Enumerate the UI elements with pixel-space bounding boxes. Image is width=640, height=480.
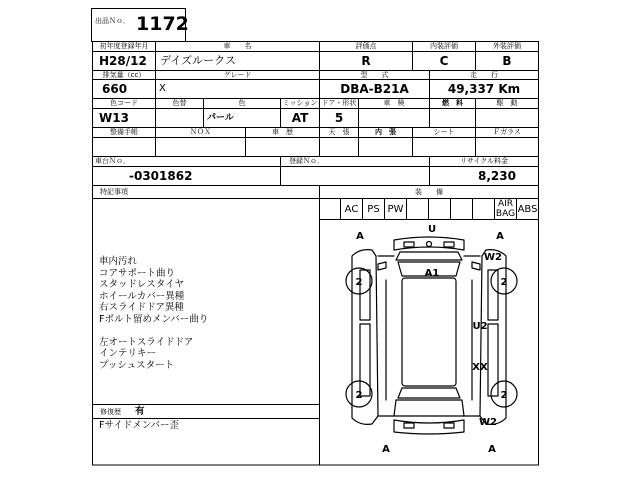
mission-label: ミッション	[282, 99, 318, 107]
roof-shape	[402, 278, 456, 386]
car-diagram	[320, 220, 538, 464]
remark-10: プッシュスタート	[99, 359, 175, 371]
nox-label: ＮＯＸ	[190, 128, 211, 136]
f-glass-label: Ｆガラス	[493, 128, 521, 136]
color-type-label: 色替	[172, 99, 187, 107]
seat-label: シート	[433, 128, 455, 136]
doors-label: ドア・形状	[321, 99, 357, 107]
mark-tire-rf: 2	[500, 277, 508, 288]
doors-value: 5	[334, 111, 344, 125]
exterior-label: 外装評価	[493, 42, 521, 50]
equipment-label: 装 備	[415, 188, 443, 196]
color-code-value: W13	[99, 111, 129, 125]
repair-label: 修復歴	[100, 408, 121, 416]
car-name-label: 車 名	[223, 42, 252, 50]
score-label: 評価点	[355, 42, 377, 50]
remark-1: 車内汚れ	[99, 256, 138, 267]
equipment-pw: PW	[387, 204, 404, 215]
lot-number: 1172	[136, 13, 189, 35]
mark-right-side: U2	[472, 321, 488, 332]
reg-no-label: 登録Ｎｏ．	[289, 157, 324, 165]
remark-3: スタッドレスタイヤ	[99, 279, 185, 290]
mission-value: AT	[291, 111, 309, 125]
color-label: 色	[238, 99, 246, 107]
repair-note-1: Fサイドメンバー歪	[99, 420, 180, 431]
recycle-value: 8,230	[478, 169, 516, 183]
remark-2: コアサポート曲り	[99, 267, 176, 279]
mileage-value: 49,337 Km	[447, 82, 521, 96]
score-value: R	[361, 54, 371, 68]
fuel-label: 燃 料	[442, 99, 463, 107]
grade-value: X	[159, 83, 166, 94]
mileage-label: 走 行	[470, 71, 498, 79]
equipment-airbag: AIR BAG	[495, 199, 516, 219]
manual-label: 整備手帳	[110, 128, 138, 136]
rear-gate-shape	[394, 400, 464, 416]
mark-front-right: A	[496, 231, 504, 242]
history-label: 車 歴	[272, 128, 293, 136]
mark-rear-right: W2	[479, 417, 497, 428]
repair-value: 有	[135, 406, 145, 417]
right-slide-door	[488, 324, 498, 396]
model-label: 型 式	[360, 71, 389, 79]
front-light-left	[404, 242, 414, 247]
remark-4: ホイールカバー異種	[99, 290, 185, 302]
hood-shape	[396, 252, 462, 260]
left-mirror	[378, 262, 386, 270]
interior-label: 内装評価	[430, 42, 458, 50]
remarks-label: 特記事項	[100, 188, 128, 196]
equipment-ps: PS	[367, 204, 380, 215]
chassis-label: 車台Ｎｏ．	[95, 157, 130, 165]
mark-roof: A1	[424, 268, 440, 279]
roof-label: 天 張	[328, 128, 350, 136]
mark-tire-lf: 2	[355, 277, 363, 288]
first-reg-value: H28/12	[99, 54, 147, 68]
rear-light-right	[444, 423, 454, 428]
color-value: パール	[207, 113, 234, 123]
equipment-abs: ABS	[517, 204, 538, 215]
mark-rear-left: A	[382, 444, 390, 455]
remark-9: インテリキー	[99, 348, 157, 359]
mark-front-left: A	[356, 231, 364, 242]
displacement-value: 660	[102, 82, 128, 96]
inner-trim-label: 内 張	[375, 128, 396, 136]
grade-label: グレード	[223, 71, 252, 79]
rear-light-left	[404, 423, 414, 428]
interior-value: C	[439, 54, 449, 68]
inspection-label: 車 検	[383, 99, 405, 107]
mark-front: U	[427, 224, 437, 235]
right-front-door	[488, 270, 498, 320]
mark-right-front-upper: W2	[484, 252, 502, 263]
remark-5: 右スライドドア異種	[99, 302, 184, 313]
mark-right-rear: XX	[472, 362, 488, 373]
recycle-label: リサイクル料金	[459, 157, 509, 165]
car-name-value: デイズルークス	[160, 54, 237, 67]
mark-rear-right-corner: A	[488, 444, 496, 455]
chassis-value: -0301862	[129, 169, 193, 183]
remark-8: 左オートスライドドア	[99, 336, 194, 348]
drive-label: 駆 動	[496, 99, 518, 107]
front-light-right	[444, 242, 454, 247]
exterior-value: B	[502, 54, 512, 68]
lot-label: 出品Ｎｏ．	[95, 17, 130, 25]
rear-window-shape	[398, 388, 460, 398]
model-value: DBA-B21A	[340, 82, 409, 96]
mark-tire-lr: 2	[355, 390, 363, 401]
mark-tire-rr: 2	[500, 390, 508, 401]
right-mirror	[472, 262, 480, 270]
first-reg-label: 初年度登録年月	[99, 42, 149, 50]
equipment-ac: AC	[344, 204, 359, 215]
color-code-label: 色コード	[110, 99, 138, 107]
remark-6: Fボルト留めメンバー曲り	[99, 313, 209, 325]
displacement-label: 排気量（cc）	[102, 71, 146, 79]
